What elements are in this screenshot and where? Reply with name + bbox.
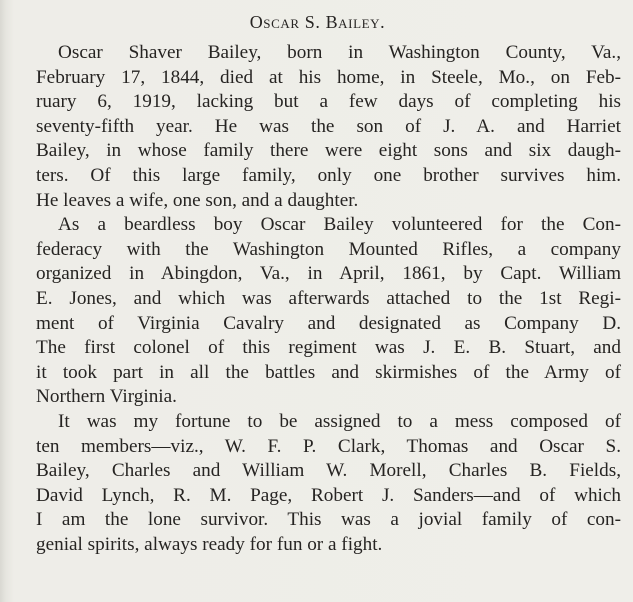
text-line: seventy-fifth year. He was the son of J. A. and Harriet — [36, 115, 621, 137]
text-line: As a beardless boy Oscar Bailey volunteered for the Con- — [58, 214, 621, 236]
text-line: It was my fortune to be assigned to a mess composed of — [58, 410, 621, 432]
article — [14, 10, 621, 557]
text-line: ruary 6, 1919, lacking but a few days of completing his — [36, 91, 621, 113]
text-line: I am the lone survivor. This was a jovial family of con- — [36, 509, 621, 531]
text-line: organized in Abingdon, Va., in April, 1861, by Capt. William — [36, 263, 621, 285]
text-line: federacy with the Washington Mounted Rifles, a company — [36, 238, 621, 260]
text-line: David Lynch, R. M. Page, Robert J. Sanders—and of which — [36, 484, 621, 506]
text-line: Oscar Shaver Bailey, born in Washington County, Va., — [58, 42, 621, 63]
text-line: Northern Virginia. — [36, 386, 177, 408]
text-line: Bailey, Charles and William W. Morell, Charles B. Fields, — [36, 460, 621, 482]
paragraph-1 — [14, 41, 621, 213]
article-title: Oscar S. Bailey. — [249, 12, 386, 32]
text-line: Bailey, in whose family there were eight sons and six daugh- — [36, 140, 621, 162]
text-line: He leaves a wife, one son, and a daughter. — [36, 189, 359, 211]
text-line: The first colonel of this regiment was J. E. B. Stuart, and — [36, 337, 621, 359]
text-line: ment of Virginia Cavalry and designated as Company D. — [36, 312, 621, 334]
text-line: ten members—viz., W. F. P. Clark, Thomas and Oscar S. — [36, 435, 621, 457]
text-line: it took part in all the battles and skirmishes of the Army of — [36, 361, 621, 383]
text-line: ters. Of this large family, only one brother survives him. — [36, 164, 621, 186]
text-line: E. Jones, and which was afterwards attached to the 1st Regi- — [36, 287, 621, 309]
paragraph-2 — [14, 213, 621, 410]
text-line: February 17, 1844, died at his home, in Steele, Mo., on Feb- — [36, 66, 621, 88]
text-line: genial spirits, always ready for fun or a fight. — [36, 533, 383, 555]
paragraph-3 — [14, 410, 621, 558]
